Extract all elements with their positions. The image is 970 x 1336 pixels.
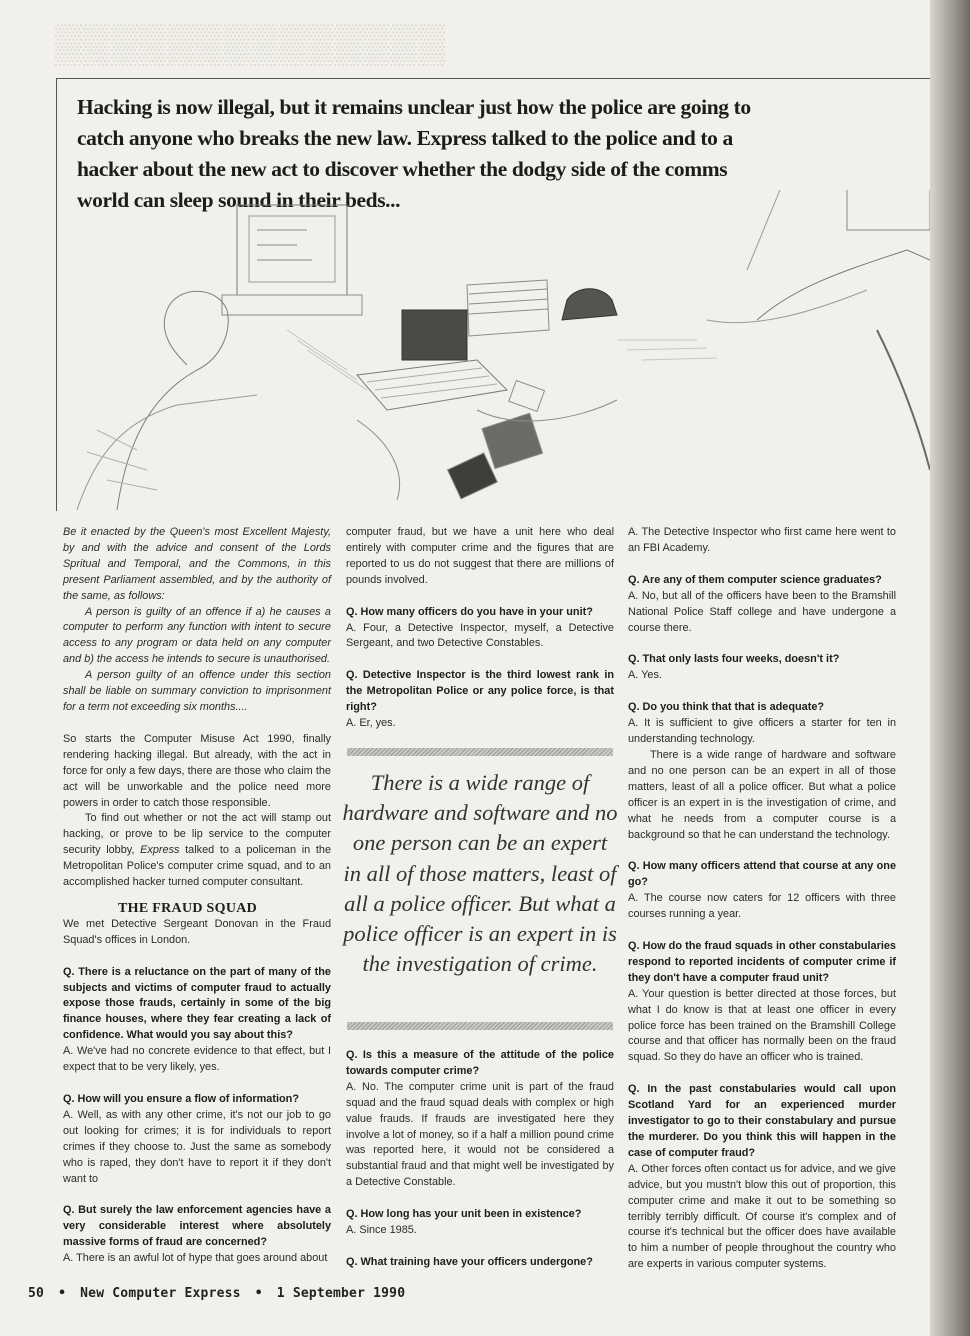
pullquote-rule-top xyxy=(347,748,613,756)
question: Q. Do you think that that is adequate? xyxy=(628,701,825,714)
body-paragraph: We met Detective Sergeant Donovan in the Fraud Squad's offices in London. xyxy=(63,917,331,946)
column-2 xyxy=(346,525,614,748)
column-3 xyxy=(628,525,896,1289)
question: Q. There is a reluctance on the part of many of the subjects and victims of computer fraud to actually expose those frauds, certainly in some of the big finance houses, where they fear creating a lack of confidence. What would you say about this? xyxy=(63,965,331,1042)
act-preamble: Be it enacted by the Queen's most Excellent Majesty, by and with the advice and consent of the Lords Spritual and Temporal, and the Commons, in this present Parliament assembled, and by the authority of the same, as follows: xyxy=(63,526,331,602)
question: Q. In the past constabularies would call upon Scotland Yard for an experienced murder investigator to go to their constabulary and pursue the murderer. Do you think this will happen in the case of computer fraud? xyxy=(628,1083,896,1159)
column-2-lower xyxy=(346,1048,614,1271)
body-paragraph: computer fraud, but we have a unit here who deal entirely with computer crime and the figures that are reported to us do not suggest that there are millions of pounds involved. xyxy=(346,526,614,586)
question: Q. How many officers attend that course at any one go? xyxy=(628,860,896,889)
standfirst: Hacking is now illegal, but it remains unclear just how the police are going to catch anyone who breaks the new law. Express talked to the police and to a hacker about the new act to discover whether the dodgy side of the comms world can sleep sound in their beds... xyxy=(77,95,751,212)
page-footer xyxy=(28,1286,411,1301)
act-clause-a: A person is guilty of an offence if a) he causes a computer to perform any function with intent to secure access to any program or data held on any computer and b) the access he intends to secure is unauthorised. xyxy=(63,605,331,666)
hacker-sketch-illustration xyxy=(57,190,930,510)
answer: A. Since 1985. xyxy=(346,1224,417,1237)
act-clause-b: A person guilty of an offence under this section shall be liable on summary conviction to imprisonment for a term not exceeding six months.... xyxy=(63,669,331,713)
pullquote: There is a wide range of hardware and software and no one person can be an expert in all of those matters, least of all a police officer. But what a police officer is an expert in is the investigation of crime. xyxy=(342,770,618,977)
answer: A. Other forces often contact us for advice, and we give advice, but you mustn't blow this out of proportion, this computer crime and make it out to be something so terribly terribly difficult. Of course it's complex and of course it's technical but the officer does have available to him a number of people throughout the country who are experts in various computer systems. xyxy=(628,1162,896,1271)
footer-bullet: • xyxy=(58,1286,67,1301)
section-heading: THE FRAUD SQUAD xyxy=(118,900,258,916)
answer: A. The course now caters for 12 officers with three courses running a year. xyxy=(628,892,896,921)
answer: A. Four, a Detective Inspector, myself, a Detective Sergeant, and two Detective Constables. xyxy=(346,621,614,650)
publication-title: New Computer Express xyxy=(80,1286,241,1301)
body-paragraph: So starts the Computer Misuse Act 1990, finally rendering hacking illegal. But already, with the act in force for only a few days, there are those who claim the act will be unworkable and the police need more powers in order to catch those responsible. xyxy=(63,732,331,809)
answer: A. No, but all of the officers have been to the Bramshill National Police Staff college and have undergone a course there. xyxy=(628,589,896,634)
question: Q. Is this a measure of the attitude of the police towards computer crime? xyxy=(346,1049,614,1077)
answer: A. It is sufficient to give officers a starter for ten in understanding technology. xyxy=(628,717,896,746)
publication-name: Express xyxy=(140,844,180,857)
question: Q. How many officers do you have in your unit? xyxy=(346,605,593,618)
question: Q. How long has your unit been in existence? xyxy=(346,1208,582,1221)
answer: A. There is an awful lot of hype that goes around about xyxy=(63,1252,328,1265)
question: Q. How will you ensure a flow of information? xyxy=(63,1093,299,1105)
answer: A. No. The computer crime unit is part of the fraud squad and the fraud squad deals with complex or high value frauds. If frauds are investigated here they involve a lot of money, so if a half a million pound crime was reported here, it would not be considered a substantial fraud and that might well be investigated by a Detective Constable. xyxy=(346,1080,614,1189)
answer: A. Your question is better directed at those forces, but what I do know is that at least one officer in every police force has been trained on the Bramshill College course and that officer has normally been on the fraud squad. So they do have an officer who is trained. xyxy=(628,987,896,1064)
answer: A. Well, as with any other crime, it's not our job to go out looking for crimes; it is for individuals to report crimes if they choose to. Just the same as somebody who is raped, they don't have to report it if they don't want to xyxy=(63,1108,331,1185)
footer-bullet: • xyxy=(254,1286,263,1301)
answer: A. Yes. xyxy=(628,669,662,682)
answer: A. Er, yes. xyxy=(346,717,396,730)
facing-page-edge xyxy=(930,0,970,1336)
question: Q. Detective Inspector is the third lowest rank in the Metropolitan Police or any police force, is that right? xyxy=(346,669,614,714)
column-1 xyxy=(63,525,331,1283)
question: Q. That only lasts four weeks, doesn't it? xyxy=(628,653,840,666)
pullquote-rule-bottom xyxy=(347,1022,613,1030)
page-number: 50 xyxy=(28,1286,45,1301)
question: Q. How do the fraud squads in other constabularies respond to reported incidents of computer crime if they don't have a computer fraud unit? xyxy=(628,940,896,984)
question: Q. Are any of them computer science graduates? xyxy=(628,573,882,586)
body-paragraph: To find out whether or not the act will stamp out hacking, or prove to be lip service to the computer security lobby, Express talked to a policeman in the Metropolitan Police's computer crime squad, and to an accomplished hacker turned computer consultant. xyxy=(63,812,331,889)
masthead-bleed-through: ▒▒▒▒▒▒▒▒▒▒▒▒▒▒ xyxy=(55,23,446,65)
question: Q. But surely the law enforcement agencies have a very considerable interest where absolutely massive forms of fraud are concerned? xyxy=(63,1204,331,1249)
question: Q. What training have your officers undergone? xyxy=(346,1255,593,1268)
issue-date: 1 September 1990 xyxy=(276,1286,406,1301)
answer: There is a wide range of hardware and software and no one person can be an expert in all of those matters, least of all a police officer. But what a police officer is an expert in is the investigation of crime, and what he needs from a computer course is a background so that he can understand the technology. xyxy=(628,748,896,841)
answer: A. The Detective Inspector who first came here went to an FBI Academy. xyxy=(628,526,896,554)
answer: A. We've had no concrete evidence to that effect, but I expect that to be very likely, yes. xyxy=(63,1045,331,1074)
